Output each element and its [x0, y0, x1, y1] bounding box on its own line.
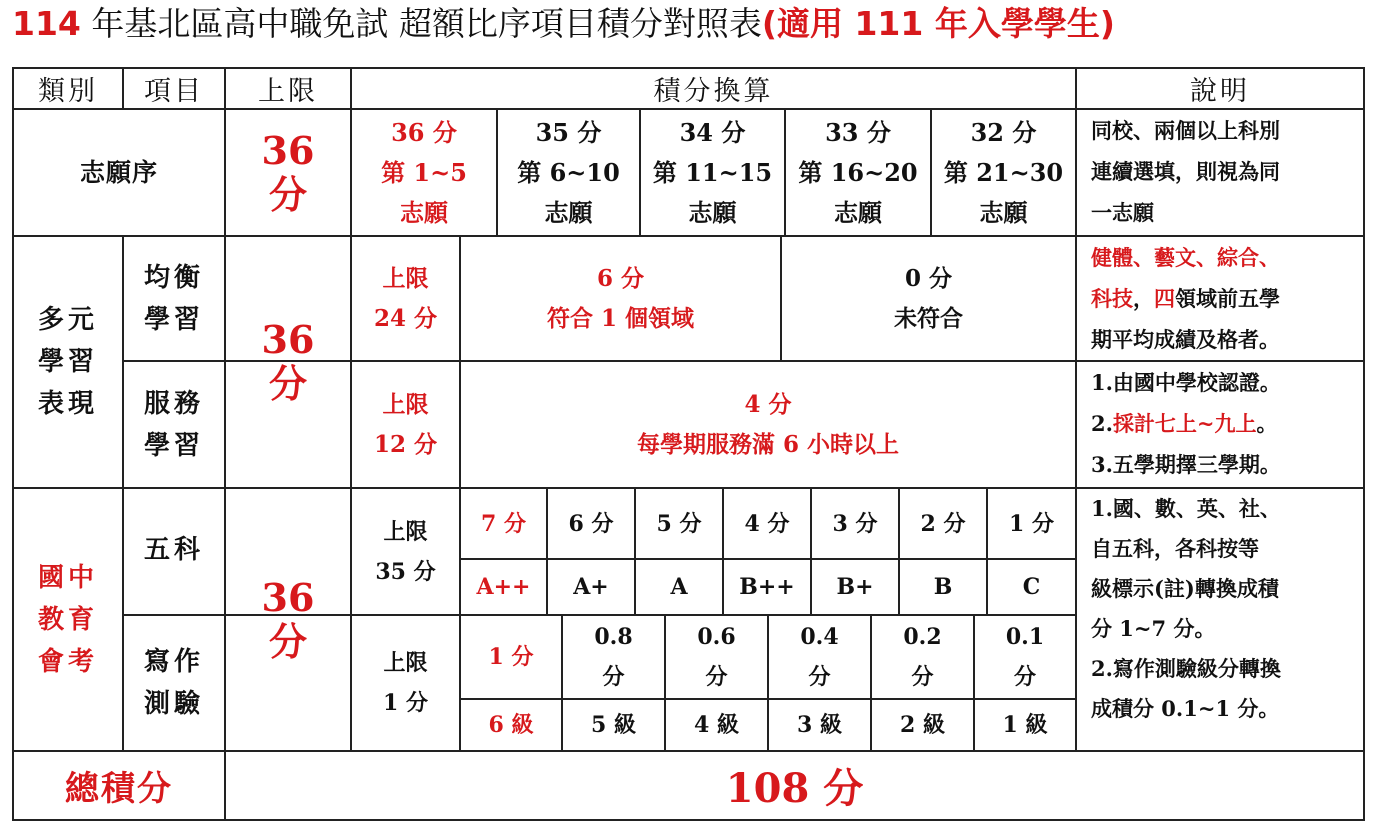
tier-suffix: 志願	[544, 197, 593, 227]
tier-range: 第 1~5	[381, 157, 467, 187]
writing-item: 寫作 測驗	[143, 647, 204, 719]
header-limit: 上限	[258, 76, 318, 107]
exam-category: 國中 教育 會考	[37, 562, 98, 677]
five-grade-cell: A++	[476, 574, 531, 600]
choice-tier-4	[786, 110, 930, 235]
tier-range: 第 11~15	[652, 157, 773, 187]
choice-order-label: 志願序	[79, 157, 158, 187]
five-points-cell: 5 分	[656, 510, 702, 537]
five-grade-cell: C	[1022, 574, 1041, 600]
note-line: 2.採計七上~九上。	[1091, 411, 1278, 436]
five-grade-cell: B	[933, 574, 953, 600]
total-value: 108 分	[725, 765, 864, 812]
five-points-cell: 3 分	[832, 510, 878, 537]
writing-points-cell: 1 分	[488, 644, 534, 670]
service-sub-limit: 上限 12 分	[373, 390, 437, 458]
five-grade-cell: B+	[836, 574, 874, 600]
balanced-unmet-points: 0 分	[904, 264, 952, 292]
tier-suffix: 志願	[688, 197, 737, 227]
note-line: 連續選填，則視為同	[1091, 159, 1280, 184]
service-note	[1077, 362, 1363, 487]
balanced-note	[1077, 237, 1363, 360]
balanced-unmet	[782, 237, 1075, 360]
note-line: 科技，四領域前五學	[1091, 286, 1280, 311]
tier-range: 第 16~20	[798, 157, 918, 187]
note-line: 1.由國中學校認證。	[1091, 370, 1281, 395]
service-points-text: 每學期服務滿 6 小時以上	[636, 430, 900, 458]
header-item: 項目	[144, 76, 204, 107]
tier-points: 35 分	[535, 117, 602, 147]
balanced-unmet-text: 未符合	[894, 304, 963, 332]
writing-points-cell: 0.4 分	[800, 624, 839, 690]
writing-points-cell: 0.8 分	[594, 624, 633, 690]
writing-level-cell: 3 級	[797, 712, 842, 738]
writing-points-cell: 0.2 分	[903, 624, 942, 690]
note-line: 期平均成績及格者。	[1091, 327, 1280, 352]
writing-level-cell: 4 級	[694, 712, 739, 738]
balanced-met-text: 符合 1 個領域	[546, 304, 695, 332]
note-line: 健體、藝文、綜合、	[1091, 245, 1280, 270]
writing-level-cell: 5 級	[591, 712, 636, 738]
note-line: 級標示(註)轉換成積	[1091, 576, 1279, 601]
exam-limit: 36 分	[261, 574, 315, 664]
writing-level-cell: 6 級	[488, 712, 534, 738]
balanced-met	[461, 237, 780, 360]
choice-tier-1	[352, 110, 496, 235]
writing-level-cell: 2 級	[900, 712, 945, 738]
five-points-cell: 2 分	[920, 510, 966, 537]
five-subjects-sub-limit: 上限 35 分	[375, 518, 436, 585]
service-learning-item: 服務 學習	[143, 388, 204, 461]
tier-range: 第 6~10	[517, 157, 620, 187]
service-points-value: 4 分	[744, 390, 792, 418]
five-points-cell: 6 分	[568, 510, 614, 537]
five-points-cell: 1 分	[1009, 510, 1054, 537]
tier-points: 36 分	[391, 117, 457, 147]
tier-suffix: 志願	[400, 197, 448, 227]
five-points-cell: 7 分	[481, 510, 526, 537]
note-line: 1.國、數、英、社、	[1091, 496, 1281, 521]
service-points	[461, 362, 1075, 487]
header-explanation: 說明	[1190, 76, 1250, 107]
total-label: 總積分	[65, 769, 173, 809]
tier-points: 34 分	[679, 117, 746, 147]
five-grade-cell: B++	[739, 574, 795, 600]
page-title: 114 年基北區高中職免試 超額比序項目積分對照表(適用 111 年入學學生)	[12, 4, 1115, 43]
balanced-sub-limit: 上限 24 分	[373, 264, 437, 332]
exam-note	[1077, 489, 1363, 750]
five-subjects-item: 五科	[143, 535, 204, 565]
header-conversion: 積分換算	[653, 76, 774, 107]
choice-tier-5	[932, 110, 1075, 235]
header-category: 類別	[38, 76, 98, 107]
five-grade-cell: A+	[573, 574, 609, 600]
choice-tier-3	[641, 110, 784, 235]
note-line: 分 1~7 分。	[1091, 616, 1216, 641]
tier-suffix: 志願	[834, 197, 882, 227]
diverse-learning-limit: 36 分	[261, 317, 315, 406]
note-line: 2.寫作測驗級分轉換	[1091, 656, 1281, 681]
choice-tier-2	[498, 110, 639, 235]
note-line: 一志願	[1091, 200, 1154, 225]
note-line: 同校、兩個以上科別	[1091, 118, 1280, 143]
tier-points: 32 分	[970, 117, 1037, 147]
balanced-met-points: 6 分	[596, 264, 644, 292]
five-points-cell: 4 分	[744, 510, 790, 537]
tier-suffix: 志願	[979, 197, 1028, 227]
writing-sub-limit: 上限 1 分	[383, 650, 428, 716]
note-line: 自五科，各科按等	[1091, 536, 1259, 561]
writing-points-cell: 0.1 分	[1005, 624, 1045, 690]
note-line: 3.五學期擇三學期。	[1091, 452, 1281, 477]
choice-order-note	[1077, 110, 1363, 235]
five-grade-cell: A	[670, 574, 688, 600]
writing-points-cell: 0.6 分	[697, 624, 736, 690]
writing-level-cell: 1 級	[1002, 712, 1048, 738]
note-line: 成積分 0.1~1 分。	[1091, 696, 1280, 721]
tier-range: 第 21~30	[943, 157, 1064, 187]
balanced-learning-item: 均衡 學習	[143, 262, 204, 335]
choice-order-limit: 36 分	[261, 127, 315, 217]
diverse-learning-category: 多元 學習 表現	[37, 305, 98, 419]
tier-points: 33 分	[825, 117, 891, 147]
